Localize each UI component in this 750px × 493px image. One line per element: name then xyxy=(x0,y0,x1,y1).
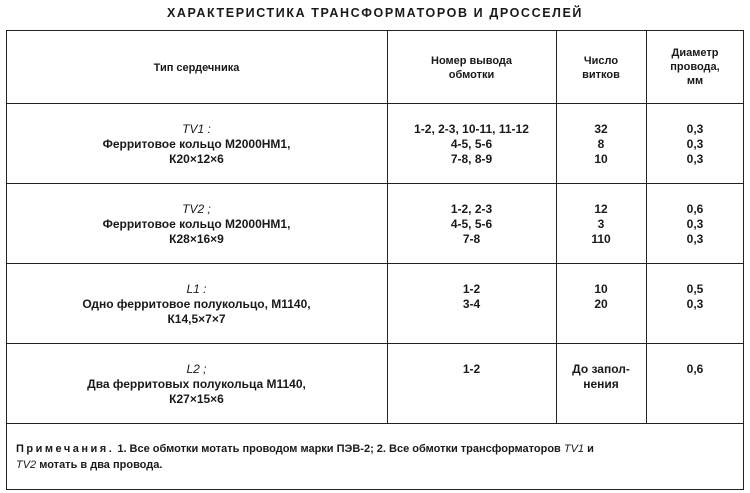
header-divider xyxy=(6,103,744,104)
header-turns: Число витков xyxy=(582,55,620,81)
table-row-tv2-terminals: 1-2, 2-3 4-5, 5-6 7-8 xyxy=(450,202,493,246)
notes-ref-tv1: TV1 xyxy=(563,443,585,455)
table-row-tv2-core: TV2 ; Ферритовое кольцо М2000НМ1, К28×16×9 xyxy=(102,202,291,246)
notes-ref-tv2: TV2 xyxy=(16,459,37,471)
table-row-l2-core: L2 ; Два ферритовых полукольца М1140, К27×15×6 xyxy=(87,362,306,406)
row-divider xyxy=(6,263,744,264)
table-row-l1-turns: 10 20 xyxy=(594,282,608,311)
table-row-tv1-turns: 32 8 10 xyxy=(594,122,608,166)
table-row-tv1-diameter: 0,3 0,3 0,3 xyxy=(686,122,704,166)
table-row-l1-core: L1 : Одно ферритовое полукольцо, М1140, К14,5×7×7 xyxy=(82,282,311,326)
table-row-tv2-diameter: 0,6 0,3 0,3 xyxy=(686,202,704,246)
table-row-l1-diameter: 0,5 0,3 xyxy=(686,282,704,311)
notes-text-end: мотать в два провода. xyxy=(36,459,163,471)
header-diameter: Диаметр провода, мм xyxy=(670,47,720,87)
row-divider xyxy=(6,343,744,344)
table-row-l2-turns: До запол- нения xyxy=(572,362,630,391)
table-row-tv1-core: TV1 : Ферритовое кольцо М2000НМ1, К20×12×6 xyxy=(102,122,291,166)
header-terminal: Номер вывода обмотки xyxy=(431,55,512,81)
header-core-type: Тип сердечника xyxy=(153,62,240,74)
row-divider xyxy=(6,183,744,184)
table-title: ХАРАКТЕРИСТИКА ТРАНСФОРМАТОРОВ И ДРОССЕЛЕЙ xyxy=(166,6,584,20)
table-row-tv1-terminals: 1-2, 2-3, 10-11, 11-12 4-5, 5-6 7-8, 8-9 xyxy=(414,122,529,166)
table-frame xyxy=(6,30,744,490)
table-notes xyxy=(16,441,736,473)
table-row-l2-terminals: 1-2 xyxy=(462,362,481,376)
table-row-l2-diameter: 0,6 xyxy=(686,362,704,376)
notes-divider xyxy=(6,423,744,424)
table-row-l1-terminals: 1-2 3-4 xyxy=(462,282,481,311)
notes-and: и xyxy=(584,443,594,455)
table-row-tv2-turns: 12 3 110 xyxy=(591,202,611,246)
notes-text: 1. Все обмотки мотать проводом марки ПЭВ-2; 2. Все обмотки трансформаторов xyxy=(114,443,564,455)
notes-label: Примечания. xyxy=(16,443,115,455)
